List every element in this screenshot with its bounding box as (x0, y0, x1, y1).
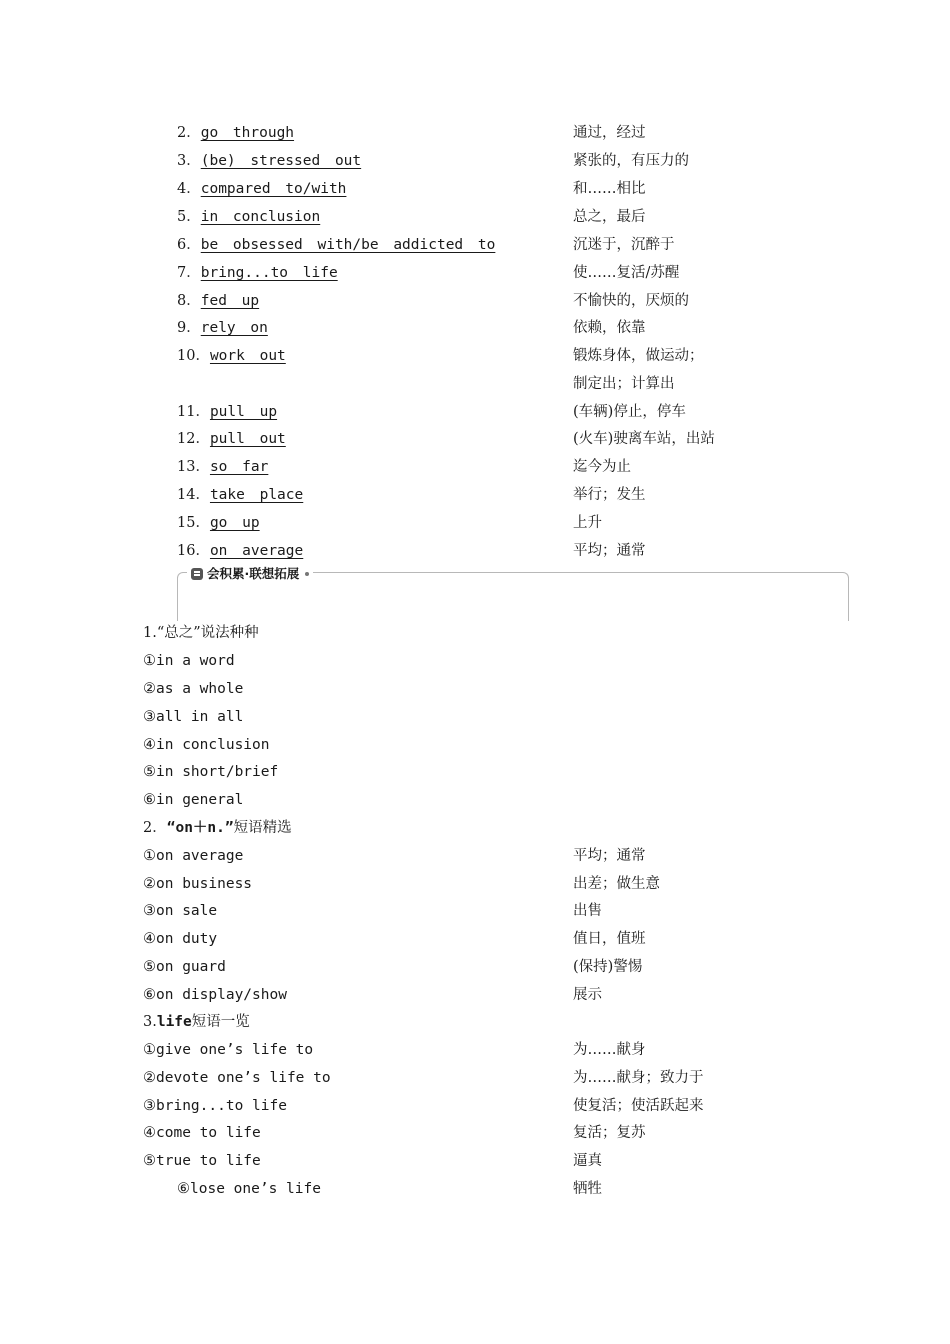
list-item (0, 900, 950, 922)
phrase-row (0, 484, 950, 506)
phrase-text: pull up (209, 404, 278, 420)
phrase-meaning: 平均；通常 (573, 543, 646, 559)
phrase-meaning: 依赖，依靠 (573, 320, 646, 336)
phrase-number: 3． (177, 153, 201, 169)
phrase-number: 11． (177, 404, 210, 420)
phrase-number: 13． (177, 459, 210, 475)
list-item (0, 734, 950, 756)
section-title (143, 1011, 250, 1033)
phrase-text: so far (209, 459, 269, 475)
phrase-meaning: 锻炼身体，做运动； (573, 348, 704, 364)
phrase-row (0, 401, 950, 423)
phrase-number: 10． (177, 348, 210, 364)
extension-box-title: 会积累·联想拓展 (207, 566, 300, 581)
phrase-row (0, 290, 950, 312)
list-item (0, 1150, 950, 1172)
item-meaning: 出差；做生意 (573, 876, 660, 892)
item-meaning: 值日，值班 (573, 931, 646, 947)
list-item (0, 873, 950, 895)
list-item (0, 984, 950, 1006)
item-meaning: 平均；通常 (573, 848, 646, 864)
phrase-number: 4． (177, 181, 201, 197)
phrase-meaning: 总之，最后 (573, 209, 646, 225)
phrase-meaning: 紧张的，有压力的 (573, 153, 689, 169)
phrase-meaning: (火车)驶离车站，出站 (573, 431, 715, 447)
list-item (0, 650, 950, 672)
item-text: ⑥in general (143, 792, 244, 808)
phrase-meaning: 不愉快的，厌烦的 (573, 293, 689, 309)
phrase-text: (be) stressed out (200, 153, 362, 169)
phrase-text: rely on (200, 320, 268, 336)
list-item (0, 678, 950, 700)
item-text: ①in a word (143, 653, 235, 669)
phrase-row (0, 540, 950, 562)
phrase-text: fed up (200, 293, 260, 309)
item-text: ①on average (143, 848, 244, 864)
section-title-bold: life (156, 1014, 192, 1030)
phrase-row (0, 150, 950, 172)
phrase-number: 9． (177, 320, 201, 336)
phrase-number: 14． (177, 487, 210, 503)
phrase-text: go through (200, 125, 295, 141)
section-title: 1.“总之”说法种种 (143, 625, 259, 641)
item-text: ③bring...to life (143, 1098, 287, 1114)
list-item (0, 928, 950, 950)
item-text: ③on sale (143, 903, 218, 919)
item-meaning: (保持)警惕 (573, 959, 643, 975)
phrase-row (0, 345, 950, 367)
phrase-number: 7． (177, 265, 201, 281)
item-meaning: 展示 (573, 987, 602, 1003)
phrase-number: 8． (177, 293, 201, 309)
phrase-number: 2． (177, 125, 201, 141)
item-meaning: 为……献身 (573, 1042, 646, 1058)
list-item (0, 1178, 950, 1200)
phrase-row (0, 206, 950, 228)
item-text: ⑥on display/show (143, 987, 287, 1003)
phrase-row (0, 456, 950, 478)
phrase-meaning: 上升 (573, 515, 602, 531)
phrase-row (0, 262, 950, 284)
item-text: ②devote one’s life to (143, 1070, 331, 1086)
phrase-meaning: 使……复活/苏醒 (573, 265, 680, 281)
phrase-text: in conclusion (200, 209, 321, 225)
phrase-number: 5． (177, 209, 201, 225)
item-text: ⑤true to life (143, 1153, 261, 1169)
phrase-row (0, 512, 950, 534)
item-text: ⑤on guard (143, 959, 226, 975)
item-text: ④in conclusion (143, 737, 270, 753)
phrase-row (0, 178, 950, 200)
list-item (0, 1067, 950, 1089)
phrase-row (0, 122, 950, 144)
list-item (0, 706, 950, 728)
item-meaning: 使复活；使活跃起来 (573, 1098, 704, 1114)
section-number: 2． (143, 820, 167, 836)
phrase-meaning: 通过，经过 (573, 125, 646, 141)
phrase-text: go up (209, 515, 260, 531)
item-text: ①give one’s life to (143, 1042, 314, 1058)
item-text: ②as a whole (143, 681, 244, 697)
section-title-bold: “on＋n.” (166, 820, 234, 836)
phrase-row (0, 317, 950, 339)
section-title-rest: 短语精选 (233, 820, 292, 836)
list-item (0, 761, 950, 783)
section-title-rest: 短语一览 (191, 1014, 250, 1030)
phrase-text: work out (209, 348, 286, 364)
item-text: ④come to life (143, 1125, 261, 1141)
phrase-number: 15． (177, 515, 210, 531)
list-item (0, 1122, 950, 1144)
phrase-number: 12． (177, 431, 210, 447)
phrase-meaning: 迄今为止 (573, 459, 631, 475)
item-meaning: 复活；复苏 (573, 1125, 646, 1141)
item-text: ④on duty (143, 931, 218, 947)
phrase-meaning: (车辆)停止，停车 (573, 404, 686, 420)
phrase-meaning: 和……相比 (573, 181, 646, 197)
phrase-text: be obsessed with/be addicted to (200, 237, 496, 253)
list-item (0, 845, 950, 867)
item-text: ⑥lose one’s life (177, 1181, 321, 1197)
phrase-number: 16． (177, 543, 210, 559)
item-meaning: 牺牲 (573, 1181, 602, 1197)
list-icon (191, 568, 203, 580)
phrase-text: on average (209, 543, 304, 559)
item-text: ③all in all (143, 709, 244, 725)
list-item (0, 789, 950, 811)
phrase-text: bring...to life (200, 265, 338, 281)
item-text: ②on business (143, 876, 253, 892)
list-item (0, 956, 950, 978)
list-item (0, 1039, 950, 1061)
phrase-row-continuation (0, 373, 950, 395)
item-meaning: 为……献身；致力于 (573, 1070, 704, 1086)
phrase-text: pull out (209, 431, 286, 447)
section-title (143, 817, 292, 839)
section-number: 3. (143, 1014, 157, 1030)
phrase-meaning: 沉迷于，沉醉于 (573, 237, 675, 253)
phrase-row (0, 234, 950, 256)
phrase-text: take place (209, 487, 304, 503)
phrase-row (0, 428, 950, 450)
phrase-number: 6． (177, 237, 201, 253)
extension-box-label (187, 565, 313, 583)
dot-icon (305, 572, 309, 576)
item-meaning: 逼真 (573, 1153, 602, 1169)
list-item (0, 1095, 950, 1117)
item-text: ⑤in short/brief (143, 764, 279, 780)
phrase-meaning-2: 制定出；计算出 (573, 376, 675, 392)
phrase-meaning: 举行；发生 (573, 487, 646, 503)
item-meaning: 出售 (573, 903, 602, 919)
phrase-text: compared to/with (200, 181, 347, 197)
